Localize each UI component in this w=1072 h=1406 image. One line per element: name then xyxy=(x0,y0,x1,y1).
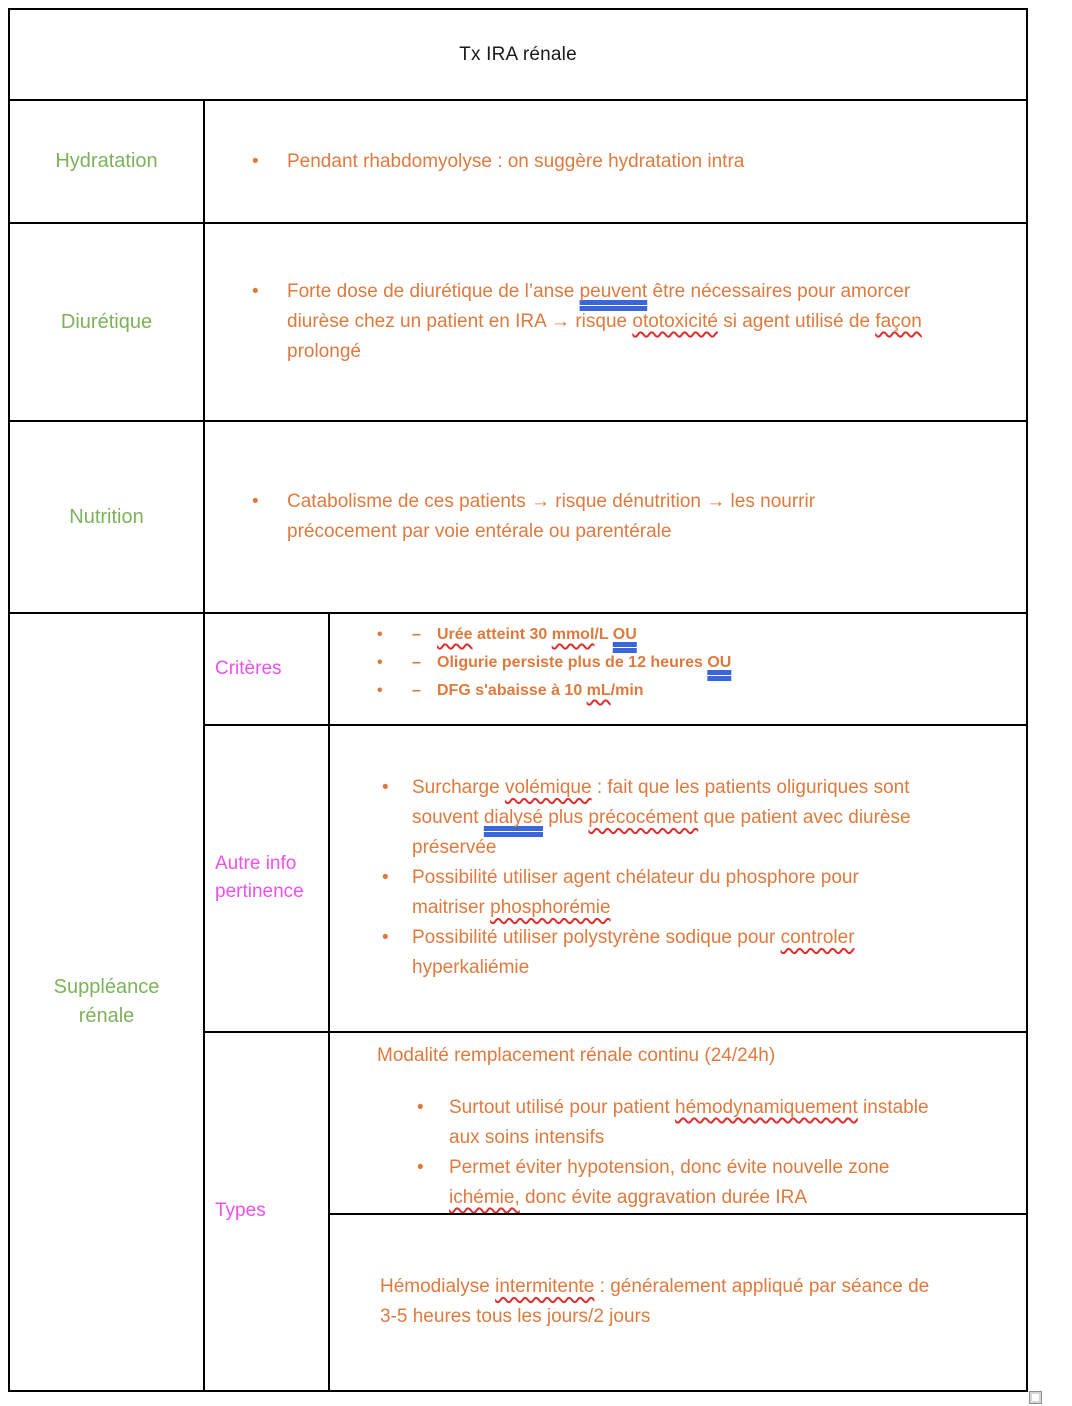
list-item xyxy=(252,487,1026,547)
row-content-hydratation xyxy=(205,101,1026,222)
row-label-cell-suppleance xyxy=(10,614,205,1390)
autre-info-content xyxy=(330,726,1026,1031)
bullet-icon: • xyxy=(252,150,259,172)
list-item xyxy=(377,649,1026,677)
criteres-content xyxy=(330,614,1026,724)
list-item xyxy=(252,277,1026,367)
list-item xyxy=(382,863,1026,923)
bullet-text: Permet éviter hypotension, donc évite nouvelle zone ichémie, donc évite aggravation durée IRA xyxy=(449,1156,890,1208)
bullet-icon: • xyxy=(382,867,389,889)
row-label-suppleance: Suppléance rénale xyxy=(53,976,160,1027)
bullet-icon: • xyxy=(377,626,383,643)
bullet-text: Forte dose de diurétique de l’anse peuvent être nécessaires pour amorcer diurèse chez un patient en IRA → risque ototoxicité si agent utilisé de façon prolongé xyxy=(287,281,922,362)
bullet-text: Pendant rhabdomyolyse : on suggère hydratation intra xyxy=(287,150,745,172)
suppleance-subgrid xyxy=(205,614,1026,1390)
continuous-modality-heading: Modalité remplacement rénale continu (24/24h) xyxy=(377,1044,776,1066)
row-label-diuretique: Diurétique xyxy=(60,310,153,333)
list-item xyxy=(382,773,1026,863)
row-label-cell-nutrition xyxy=(10,422,205,612)
row-content-nutrition xyxy=(205,422,1026,612)
dash-icon: – xyxy=(412,654,421,671)
row-label-cell-diuretique xyxy=(10,224,205,420)
bullet-icon: • xyxy=(417,1096,424,1118)
table-resize-handle[interactable] xyxy=(1029,1391,1042,1404)
row-label-hydratation: Hydratation xyxy=(55,150,158,172)
subrow-autre-info xyxy=(205,724,1026,1031)
intermittent-modality-cell xyxy=(330,1213,1026,1390)
list-item xyxy=(377,621,1026,649)
row-diuretique xyxy=(10,222,1026,420)
bullet-icon: • xyxy=(382,927,389,949)
row-content-diuretique xyxy=(205,224,1026,420)
row-nutrition xyxy=(10,420,1026,612)
bullet-icon: • xyxy=(417,1156,424,1178)
bullet-icon: • xyxy=(382,777,389,799)
bullet-icon: • xyxy=(377,682,383,699)
dash-icon: – xyxy=(412,626,421,643)
treatment-table xyxy=(8,8,1028,1392)
row-hydratation xyxy=(10,99,1026,222)
continuous-modality-bullets xyxy=(417,1093,1026,1213)
bullet-text: Urée atteint 30 mmol/L OU xyxy=(437,626,637,643)
list-item xyxy=(417,1093,1026,1153)
row-label-nutrition: Nutrition xyxy=(69,505,144,528)
subrow-criteres xyxy=(205,614,1026,724)
list-item xyxy=(377,677,1026,705)
continuous-modality-cell xyxy=(330,1033,1026,1213)
bullet-icon: • xyxy=(252,281,259,302)
types-content xyxy=(330,1033,1026,1390)
list-item xyxy=(417,1153,1026,1213)
bullet-text: Surtout utilisé pour patient hémodynamiquement instable aux soins intensifs xyxy=(449,1096,929,1148)
table-title-row xyxy=(10,10,1026,99)
bullet-icon: • xyxy=(252,491,259,512)
bullet-text: Oligurie persiste plus de 12 heures OU xyxy=(437,654,732,671)
dash-icon: – xyxy=(412,682,421,699)
bullet-text: Surcharge volémique : fait que les patients oliguriques sont souvent dialysé plus précocément que patient avec diurèse préservée xyxy=(412,777,911,859)
subrow-types xyxy=(205,1031,1026,1390)
subrow-label-types: Types xyxy=(205,1033,330,1390)
bullet-icon: • xyxy=(377,654,383,671)
list-item xyxy=(252,147,1026,177)
bullet-text: DFG s'abaisse à 10 mL/min xyxy=(437,682,644,699)
page-title: Tx IRA rénale xyxy=(459,43,577,65)
bullet-text: Possibilité utiliser agent chélateur du phosphore pour maitriser phosphorémie xyxy=(412,867,859,919)
row-label-cell-hydratation xyxy=(10,101,205,222)
bullet-text: Catabolisme de ces patients → risque dénutrition → les nourrir précocement par voie entérale ou parentérale xyxy=(287,491,816,542)
intermittent-modality-text: Hémodialyse intermitente : généralement appliqué par séance de 3-5 heures tous les jours/2 jours xyxy=(380,1276,930,1328)
bullet-text: Possibilité utiliser polystyrène sodique pour controler hyperkaliémie xyxy=(412,927,855,979)
subrow-label-criteres: Critères xyxy=(205,614,330,724)
row-suppleance-renale xyxy=(10,612,1026,1390)
subrow-label-autre-info: Autre info pertinence xyxy=(205,726,330,1031)
list-item xyxy=(382,923,1026,983)
